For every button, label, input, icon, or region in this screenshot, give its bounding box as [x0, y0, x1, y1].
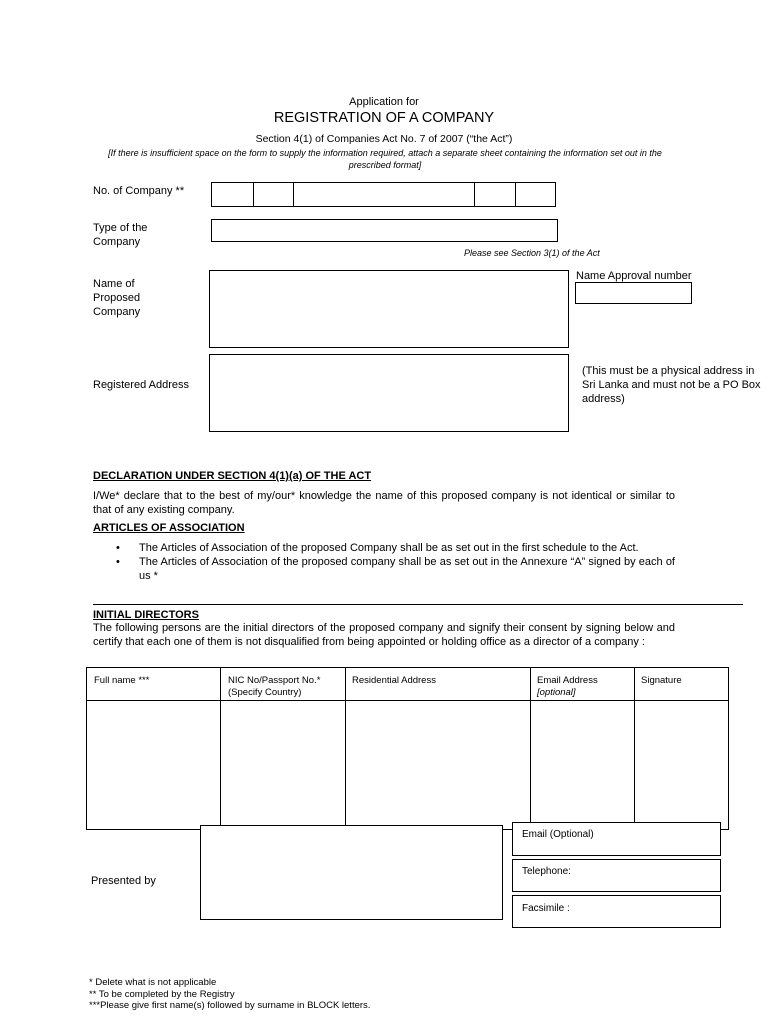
- type-label: Type of the Company: [93, 222, 148, 248]
- list-item: • The Articles of Association of the proposed company shall be as set out in the Annexure “A” signed by each of us *: [102, 555, 675, 583]
- address-label: Registered Address: [93, 379, 189, 391]
- instruction-note: [If there is insufficient space on the form to supply the information required, attach a separate sheet containing the information set out in the prescribed format]: [108, 148, 662, 170]
- type-note: Please see Section 3(1) of the Act: [464, 248, 600, 258]
- no-of-company-input[interactable]: [211, 182, 556, 207]
- column-header-nic: NIC No/Passport No.* (Specify Country): [228, 675, 321, 698]
- signature-cell[interactable]: [635, 701, 729, 830]
- proposed-name-input[interactable]: [209, 270, 569, 348]
- footnote: ** To be completed by the Registry: [89, 988, 235, 1000]
- presented-by-input[interactable]: [200, 825, 503, 920]
- presenter-facsimile-field[interactable]: [512, 895, 721, 928]
- directors-table: [86, 667, 729, 830]
- name-approval-label: Name Approval number: [576, 270, 692, 282]
- no-of-company-label: No. of Company **: [93, 185, 185, 197]
- articles-list: [102, 541, 675, 583]
- facsimile-label: Facsimile :: [522, 903, 570, 914]
- presenter-telephone-field[interactable]: [512, 859, 721, 892]
- email-cell[interactable]: [531, 701, 634, 830]
- declaration-text: I/We* declare that to the best of my/our* knowledge the name of this proposed company is not identical or similar to that of any existing company.: [93, 490, 675, 516]
- address-cell[interactable]: [346, 701, 530, 830]
- pre-title: Application for: [349, 96, 419, 108]
- telephone-label: Telephone:: [522, 866, 571, 877]
- registered-address-input[interactable]: [209, 354, 569, 432]
- name-approval-input[interactable]: [575, 282, 692, 304]
- email-label: Email (Optional): [522, 829, 594, 840]
- directors-text: The following persons are the initial directors of the proposed company and signify their consent by signing below and certify that each one of them is not disqualified from being appointed or holding office as a director of a company :: [93, 622, 675, 648]
- presented-by-label: Presented by: [91, 875, 156, 887]
- presenter-email-field[interactable]: [512, 822, 721, 856]
- column-header-email: Email Address [optional]: [537, 675, 598, 698]
- column-header-signature: Signature: [641, 675, 682, 686]
- page-title: REGISTRATION OF A COMPANY: [273, 110, 495, 126]
- section-divider: [93, 604, 743, 605]
- name-label: Name of Proposed Company: [93, 278, 141, 318]
- declaration-heading: DECLARATION UNDER SECTION 4(1)(a) OF THE ACT: [93, 470, 372, 482]
- articles-heading: ARTICLES OF ASSOCIATION: [93, 522, 245, 534]
- address-note: (This must be a physical address in Sri Lanka and must not be a PO Box address): [582, 365, 761, 405]
- column-header-full-name: Full name ***: [94, 675, 150, 686]
- nic-cell[interactable]: [221, 701, 345, 830]
- footnote: * Delete what is not applicable: [89, 977, 217, 988]
- footnote: ***Please give first name(s) followed by surname in BLOCK letters.: [89, 1000, 371, 1011]
- directors-heading: INITIAL DIRECTORS: [93, 609, 199, 621]
- full-name-cell[interactable]: [87, 701, 220, 830]
- section-reference: Section 4(1) of Companies Act No. 7 of 2007 (“the Act”): [255, 133, 513, 145]
- column-header-address: Residential Address: [352, 675, 436, 686]
- company-type-input[interactable]: [211, 219, 558, 242]
- list-item: • The Articles of Association of the proposed Company shall be as set out in the first schedule to the Act.: [102, 541, 675, 555]
- footnotes: [89, 977, 370, 1012]
